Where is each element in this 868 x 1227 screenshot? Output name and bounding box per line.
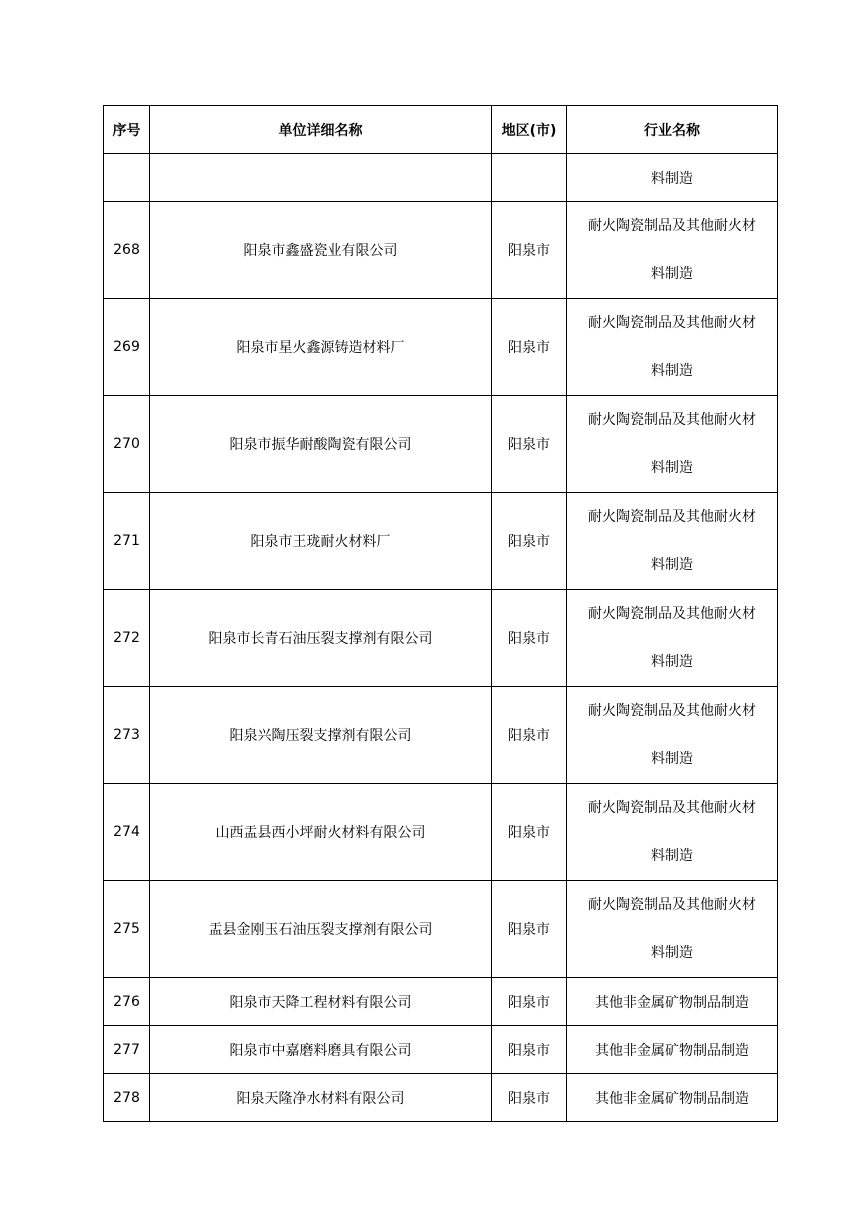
cell-seq: 271 (104, 493, 150, 590)
table-row (104, 784, 778, 881)
cell-industry (567, 590, 778, 687)
cell-seq: 273 (104, 687, 150, 784)
industry-line-2: 料制造 (651, 848, 693, 864)
industry-line-2: 料制造 (651, 654, 693, 670)
cell-name: 山西盂县西小坪耐火材料有限公司 (150, 784, 492, 881)
cell-industry (567, 396, 778, 493)
industry-line-1: 耐火陶瓷制品及其他耐火材 (588, 606, 756, 622)
header-name: 单位详细名称 (150, 106, 492, 154)
table-row (104, 881, 778, 978)
cell-region: 阳泉市 (492, 396, 567, 493)
cell-seq: 269 (104, 299, 150, 396)
table-row-continuation (104, 154, 778, 202)
cell-name: 阳泉市长青石油压裂支撑剂有限公司 (150, 590, 492, 687)
cell-seq: 272 (104, 590, 150, 687)
cell-name: 阳泉市振华耐酸陶瓷有限公司 (150, 396, 492, 493)
cell-region: 阳泉市 (492, 590, 567, 687)
cell-industry (567, 202, 778, 299)
enterprise-table (103, 105, 778, 1122)
cell-region (492, 154, 567, 202)
cell-seq: 276 (104, 978, 150, 1026)
cell-industry: 料制造 (567, 154, 778, 202)
cell-region: 阳泉市 (492, 1026, 567, 1074)
cell-industry: 其他非金属矿物制品制造 (567, 978, 778, 1026)
industry-line-2: 料制造 (651, 363, 693, 379)
cell-name: 阳泉市鑫盛瓷业有限公司 (150, 202, 492, 299)
table-row (104, 1026, 778, 1074)
cell-region: 阳泉市 (492, 687, 567, 784)
industry-line-1: 耐火陶瓷制品及其他耐火材 (588, 218, 756, 234)
cell-name: 盂县金刚玉石油压裂支撑剂有限公司 (150, 881, 492, 978)
cell-region: 阳泉市 (492, 493, 567, 590)
table-row (104, 687, 778, 784)
industry-line-2: 料制造 (651, 460, 693, 476)
table-row (104, 396, 778, 493)
industry-line-1: 耐火陶瓷制品及其他耐火材 (588, 703, 756, 719)
cell-industry: 其他非金属矿物制品制造 (567, 1074, 778, 1122)
industry-line-1: 耐火陶瓷制品及其他耐火材 (588, 800, 756, 816)
cell-industry: 其他非金属矿物制品制造 (567, 1026, 778, 1074)
industry-line-2: 料制造 (651, 751, 693, 767)
cell-seq: 270 (104, 396, 150, 493)
cell-seq (104, 154, 150, 202)
table-row (104, 1074, 778, 1122)
industry-line-2: 料制造 (651, 557, 693, 573)
cell-name: 阳泉天隆净水材料有限公司 (150, 1074, 492, 1122)
cell-name: 阳泉市星火鑫源铸造材料厂 (150, 299, 492, 396)
header-seq: 序号 (104, 106, 150, 154)
industry-line-1: 耐火陶瓷制品及其他耐火材 (588, 412, 756, 428)
cell-region: 阳泉市 (492, 202, 567, 299)
cell-seq: 275 (104, 881, 150, 978)
industry-line-2: 料制造 (651, 945, 693, 961)
cell-name: 阳泉兴陶压裂支撑剂有限公司 (150, 687, 492, 784)
industry-line-1: 耐火陶瓷制品及其他耐火材 (588, 315, 756, 331)
cell-industry (567, 784, 778, 881)
table-row (104, 202, 778, 299)
cell-seq: 277 (104, 1026, 150, 1074)
industry-line-1: 耐火陶瓷制品及其他耐火材 (588, 509, 756, 525)
cell-industry (567, 493, 778, 590)
cell-industry (567, 687, 778, 784)
cell-seq: 274 (104, 784, 150, 881)
table-row (104, 978, 778, 1026)
cell-industry (567, 299, 778, 396)
cell-region: 阳泉市 (492, 978, 567, 1026)
cell-name: 阳泉市中嘉磨料磨具有限公司 (150, 1026, 492, 1074)
table-row (104, 299, 778, 396)
cell-name (150, 154, 492, 202)
header-region: 地区(市) (492, 106, 567, 154)
cell-region: 阳泉市 (492, 881, 567, 978)
cell-region: 阳泉市 (492, 299, 567, 396)
cell-region: 阳泉市 (492, 784, 567, 881)
header-industry: 行业名称 (567, 106, 778, 154)
industry-line-1: 耐火陶瓷制品及其他耐火材 (588, 897, 756, 913)
cell-seq: 268 (104, 202, 150, 299)
cell-region: 阳泉市 (492, 1074, 567, 1122)
cell-seq: 278 (104, 1074, 150, 1122)
table-row (104, 590, 778, 687)
cell-industry (567, 881, 778, 978)
table-header-row (104, 106, 778, 154)
industry-line-2: 料制造 (651, 266, 693, 282)
table-row (104, 493, 778, 590)
cell-name: 阳泉市王珑耐火材料厂 (150, 493, 492, 590)
cell-name: 阳泉市天降工程材料有限公司 (150, 978, 492, 1026)
